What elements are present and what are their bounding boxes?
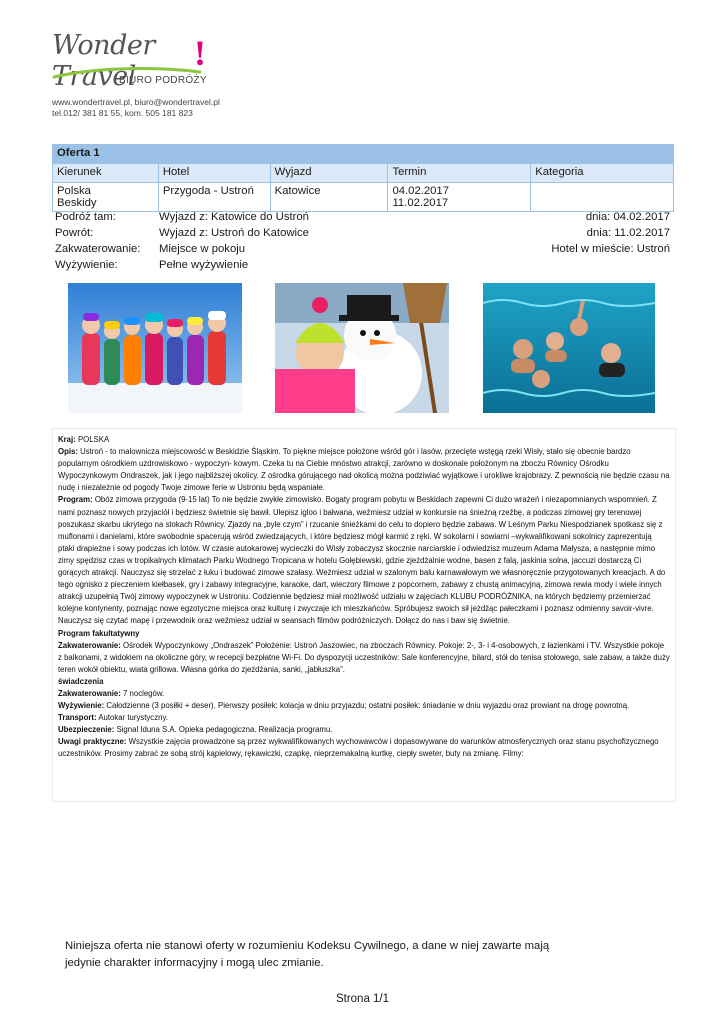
cell-wyjazd: Katowice [270,183,388,212]
trip-row-departure [52,211,670,227]
termin-end: 11.02.2017 [392,197,449,209]
offer-title: Oferta 1 [53,145,674,164]
program-paragraph [58,494,670,627]
return-label: Powrót: [55,227,94,239]
insurance-text: Signal Iduna S.A. Opieka pedagogiczna. Realizacja programu. [116,725,333,735]
program-label: Program: [58,495,93,505]
nights-line [58,688,670,700]
insurance-line [58,724,670,736]
offer-header-row [53,164,674,183]
practical-notes-line [58,736,670,760]
kierunek-region: Beskidy [57,197,97,209]
trip-row-accommodation [52,243,670,259]
header-kategoria: Kategoria [531,164,674,183]
country-label: Kraj: [58,435,76,444]
girl-with-snowman-photo [275,283,449,413]
kids-in-snow-photo [68,283,242,413]
hotel-city: Hotel w mieście: Ustroń [551,243,670,255]
header-hotel: Hotel [158,164,270,183]
offer-table [52,144,674,212]
offer-title-row [53,145,674,164]
return-value: Wyjazd z: Ustroń do Katowice [159,227,309,239]
transport-line [58,712,670,724]
termin-start: 04.02.2017 [392,185,449,197]
meals-line [58,700,670,712]
practical-notes-text: Wszystkie zajęcia prowadzone są przez wykwalifikowanych wychowawców i dopasowywane do warunków atmosferycznych oraz stanu psychofizycznego uczestników. Prosimy zabrać ze sobą strój kąpielowy, rękawiczki, czapkę, nieprzemakalną kurtkę, ciepły sweter, buty na zmianę. Filmy: [58,737,659,759]
cell-termin [388,183,531,212]
accommodation-paragraph [58,640,670,676]
header-termin: Termin [388,164,531,183]
nights-label: Zakwaterowanie: [58,688,121,698]
cell-hotel: Przygoda - Ustroń [158,183,270,212]
program-text: Obóz zimowa przygoda (9-15 lat) To nie będzie zwykłe zimowisko. Bogaty program pobytu w Beskidach zapewni Ci dużo wrażeń i niezapomnianych wspomnień. Z nami poznasz nowych przyjaciół i będziesz świetnie się bawił. Ulepisz igloo i bałwana, weźmiesz udział w konkursie na śnieżną rzeźbę, a podczas zimowej gry terenowej poszukasz skarbu ukrytego na stokach Równicy. Zjazdy na „byle czym” i rzucanie śnieżkami do celu to dopiero będzie zabawa. W Leśnym Parku Niespodzianek spotkasz się z muflonami i danielami, które swobodnie spacerują wśród zwiedzających, i które będziesz mógł karmić z ręki. W sokolarni i sowiarni –wykwalifikowani sokolnicy zaprezentują ptaki drapieżne i sowy podczas ich lotów. W czasie autokarowej wycieczki do Wisły zobaczysz skocznie narciarskie i odwiedzisz muzeum Adama Małysza, a następnie mimo zimy spędzisz czas w tropikalnych klimatach Parku Wodnego Tropicana w hotelu Gołębiewski, gdzie zjeżdżalnie wodne, basen z falą, jaskinia solna, jaccuzi dostarczą Ci gorących atrakcji. Nauczysz się strzelać z łuku i budować zimowe szałasy. Weźmiesz udział w szalonym balu karnawałowym we własnoręcznie przygotowanych kreacjach. A do tego ognisko z pieczeniem kiełbasek, gry i zabawy integracyjne, karaoke, dart, wieczory filmowe z popcornem, zabawy z chustą animacyjną, zimowa rewia mody i wiele innych atrakcji uzupełnią Twój zimowy wypoczynek w Ustroniu. Codziennie będziesz miał możliwość udziału w zajęciach KLUBU PODRÓŻNIKA, na których będziemy przemierzać kolejne kontynenty, poznając nowe egzotyczne miejsca oraz kulturę i zwyczaje ich mieszkańców. Spróbujesz swoich sił jeżdżąc pałeczkami i poznasz odmienny savoir-vivre. Nauczysz się czytać mapę i przewodnik oraz weźmiesz udział w seansach filmów podróżniczych. Dołącz do nas i baw się świetnie. [58,495,666,626]
cell-kategoria [531,183,674,212]
country-line [58,434,670,446]
offer-data-row [53,183,674,212]
optional-program-heading: Program fakultatywny [58,628,140,638]
page-number: Strona 1/1 [335,993,390,1005]
trip-details [52,211,670,275]
header-kierunek: Kierunek [53,164,159,183]
practical-notes-label: Uwagi praktyczne: [58,737,127,747]
services-heading: świadczenia [58,676,104,686]
contact-web-email: www.wondertravel.pl, biuro@wondertravel.pl [52,97,220,107]
company-logo [52,30,212,92]
logo-exclamation-icon: ! [194,33,206,73]
trip-row-return [52,227,670,243]
contact-phone: tel.012/ 381 81 55, kom. 505 181 823 [52,108,193,118]
kierunek-country: Polska [57,185,91,197]
accommodation-label: Zakwaterowanie: [55,243,141,255]
trip-row-board [52,259,670,275]
offer-description [52,428,676,802]
board-value: Pełne wyżywienie [159,259,249,271]
transport-text: Autokar turystyczny. [98,713,168,723]
country-value: POLSKA [77,435,110,444]
description-label: Opis: [58,447,78,457]
departure-label: Podróż tam: [55,211,116,223]
accommodation-desc-text: Ośrodek Wypoczynkowy „Ondraszek” Położenie: Ustroń Jaszowiec, na zboczach Równicy. Pokoje: 2-, 3- i 4-osobowych, z łazienkami i TV. Wszystkie pokoje z balkonami, z widokiem na okoliczne góry, w recepcji bezpłatne Wi-Fi. Do dyspozycji uczestników: Sale konferencyjne, bilard, stół do tenisa stołowego, sale zabaw, a także duży teren wokół obiektu, wiata grillowa. Własna górka do zjeżdżania, sanki, „jabłuszka”. [58,640,670,674]
description-paragraph [58,446,670,494]
swimming-pool-photo [483,283,655,413]
legal-disclaimer: Niniejsza oferta nie stanowi oferty w rozumieniu Kodeksu Cywilnego, a dane w niej zawarte mają jedynie charakter informacyjny i mogą ulec zmianie. [65,940,550,969]
description-text: Ustroń - to malownicza miejscowość w Beskidzie Śląskim. To piękne miejsce położone wśród gór i lasów, przecięte wstęgą rzeki Wisły, stało się obecnie bardzo popularnym ośrodkiem uzdrowiskowo - wypoczyn- kowym. Czeka tu na Ciebie mnóstwo atrakcji, zarówno w doskonale położonym na zboczu Równicy Ośrodku Wypoczynkowym Ondraszek, jak i jego najbliższej okolicy. Z ośrodka górującego nad okolicą można podziwiać wyjątkowe i urokliwe krajobrazy. Z pewnością nie będzie czasu na nudę i niezależnie od pogody Twoje zimowe ferie w Ustroniu będą wspaniałe. [58,447,670,493]
contact-info [52,97,220,119]
logo-brand-text: Wonder Travel [52,30,155,92]
departure-value: Wyjazd z: Katowice do Ustroń [159,211,309,223]
return-date: dnia: 11.02.2017 [586,227,670,239]
cell-kierunek [53,183,159,212]
meals-label: Wyżywienie: [58,701,105,711]
header-wyjazd: Wyjazd [270,164,388,183]
transport-label: Transport: [58,713,97,723]
departure-date: dnia: 04.02.2017 [585,211,670,223]
logo-subtitle: BIURO PODRÓŻY [119,75,207,86]
nights-text: 7 noclegów. [123,688,165,698]
meals-text: Całodzienne (3 posiłki + deser). Pierwszy posiłek: kolacja w dniu przyjazdu; ostatni posiłek: śniadanie w dniu wyjazdu oraz prowiant na drogę powrotną. [106,701,630,711]
board-label: Wyżywienie: [55,259,118,271]
accommodation-desc-label: Zakwaterowanie: [58,640,121,650]
accommodation-value: Miejsce w pokoju [159,243,246,255]
insurance-label: Ubezpieczenie: [58,725,115,735]
